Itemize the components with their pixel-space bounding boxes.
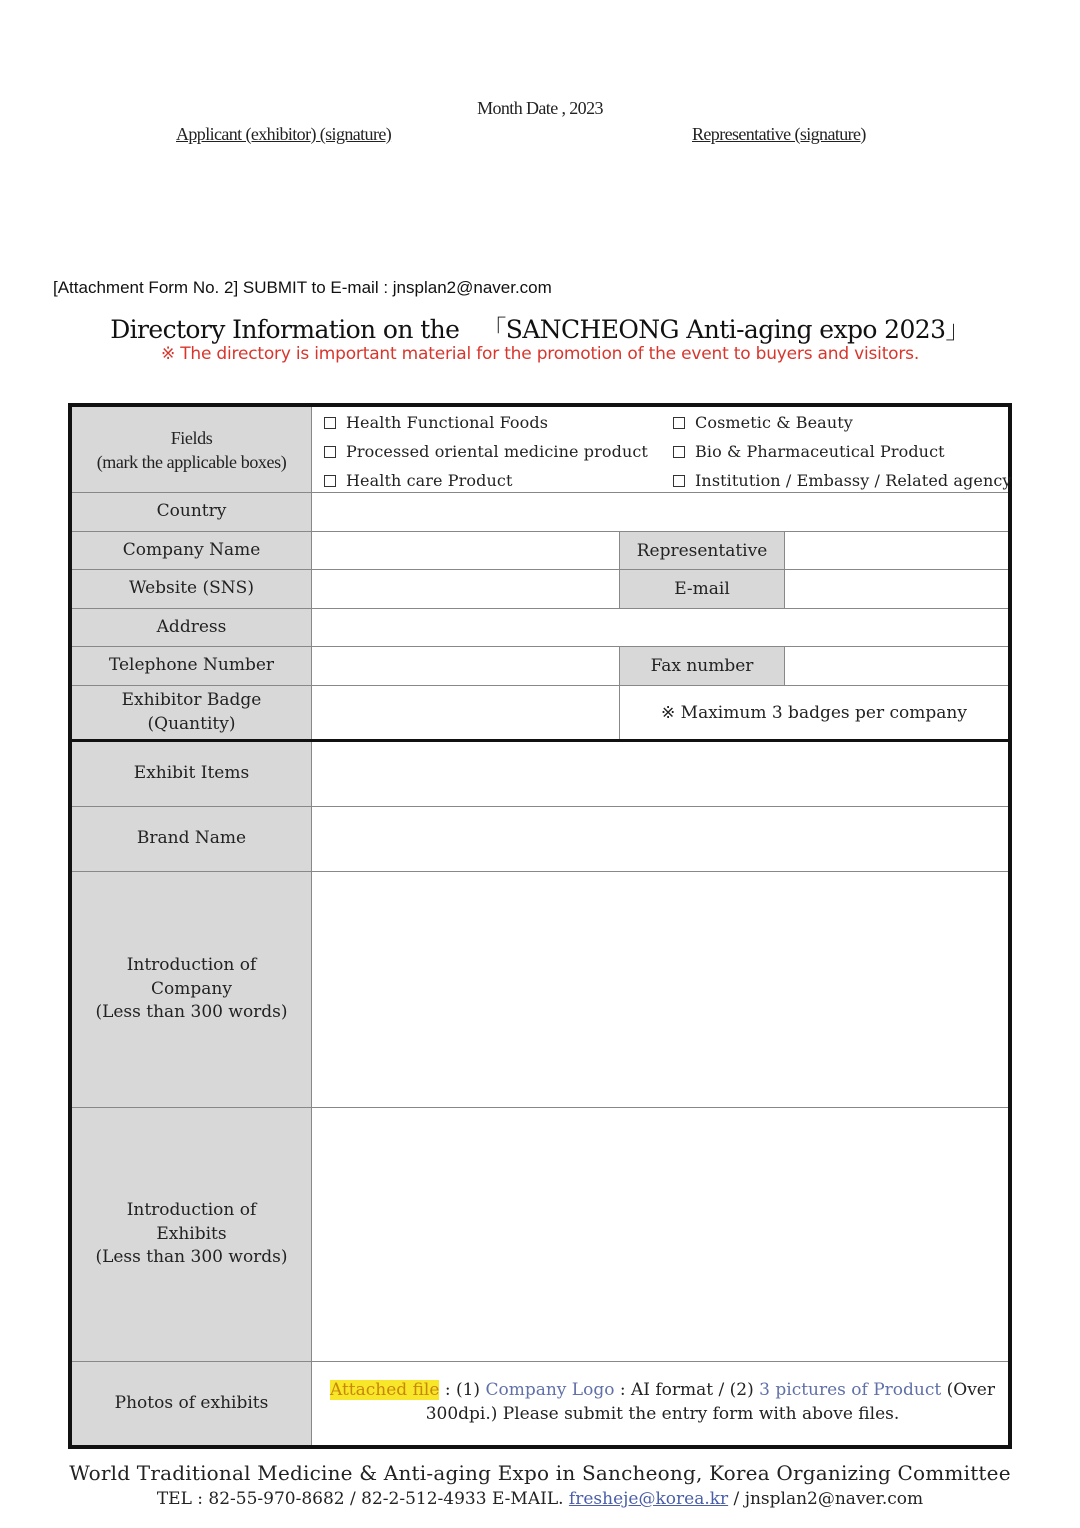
field-option-institution-embassy[interactable]: Institution / Embassy / Related agency [673, 471, 1012, 490]
photos-instructions: Attached file : (1) Company Logo : AI format / (2) 3 pictures of Product (Over 300dpi.) Please submit the entry form with above files. [330, 1380, 995, 1424]
exhibit-items-row [72, 742, 1008, 807]
field-option-health-functional-foods[interactable]: Health Functional Foods [324, 413, 548, 432]
badge-row [72, 686, 1008, 742]
brand-name-label: Brand Name [72, 807, 312, 871]
intro-exhibits-label: Introduction of Exhibits (Less than 300 words) [72, 1108, 312, 1361]
contact-info: TEL : 82-55-970-8682 / 82-2-512-4933 E-MAIL. fresheje@korea.kr / jnsplan2@naver.com [156, 1489, 924, 1509]
field-option-cosmetic-beauty[interactable]: Cosmetic & Beauty [673, 413, 853, 432]
checkbox-icon[interactable] [324, 417, 336, 429]
title-main: Directory Information on the [110, 315, 460, 344]
badge-label-quantity: (Quantity) [147, 713, 236, 734]
directory-form-table [68, 403, 1012, 1449]
page-title [0, 310, 1080, 346]
representative-label: Representative [619, 532, 785, 569]
email-label: E-mail [619, 570, 785, 608]
badge-label-title: Exhibitor Badge [121, 690, 262, 710]
attached-file-highlight: Attached file [330, 1380, 440, 1400]
attachment-form-line: [Attachment Form No. 2] SUBMIT to E-mail : jnsplan2@naver.com [53, 278, 552, 297]
country-label: Country [72, 493, 312, 531]
checkbox-icon[interactable] [673, 417, 685, 429]
country-row [72, 493, 1008, 532]
checkbox-icon[interactable] [324, 475, 336, 487]
field-option-health-care-product[interactable]: Health care Product [324, 471, 513, 490]
directory-notice: ※ The directory is important material for the promotion of the event to buyers and visitors. [160, 344, 920, 364]
badge-note: ※ Maximum 3 badges per company [619, 686, 1008, 739]
product-pictures-text: 3 pictures of Product [759, 1380, 942, 1400]
checkbox-icon[interactable] [673, 475, 685, 487]
telephone-label: Telephone Number [72, 647, 312, 685]
badge-label [72, 686, 312, 739]
intro-company-label: Introduction of Company (Less than 300 words) [72, 872, 312, 1107]
intro-exhibits-row [72, 1108, 1008, 1362]
company-name-label: Company Name [72, 532, 312, 569]
company-logo-text: Company Logo [485, 1380, 615, 1400]
website-label: Website (SNS) [72, 570, 312, 608]
fields-label-hint: (mark the applicable boxes) [96, 451, 287, 472]
address-row [72, 609, 1008, 647]
photos-label: Photos of exhibits [72, 1362, 312, 1445]
exhibit-items-label: Exhibit Items [72, 742, 312, 806]
field-option-bio-pharmaceutical[interactable]: Bio & Pharmaceutical Product [673, 442, 945, 461]
brand-name-row [72, 807, 1008, 872]
fields-label-title: Fields [170, 427, 213, 448]
fax-label: Fax number [619, 647, 785, 685]
company-row [72, 532, 1008, 570]
signature-date: Month Date , 2023 [477, 98, 603, 118]
photos-row [72, 1362, 1008, 1445]
intro-company-row [72, 872, 1008, 1108]
address-label: Address [72, 609, 312, 646]
checkbox-icon[interactable] [324, 446, 336, 458]
applicant-signature-field[interactable]: Applicant (exhibitor) (signature) [176, 124, 392, 144]
representative-signature-field[interactable]: Representative (signature) [692, 124, 866, 144]
telephone-row [72, 647, 1008, 686]
organizing-committee: World Traditional Medicine & Anti-aging Expo in Sancheong, Korea Organizing Committee [69, 1461, 1011, 1485]
checkbox-icon[interactable] [673, 446, 685, 458]
website-row [72, 570, 1008, 609]
email-link[interactable]: fresheje@korea.kr [568, 1489, 729, 1509]
fields-row [72, 407, 1012, 493]
fields-label [72, 407, 312, 492]
field-option-processed-oriental-medicine[interactable]: Processed oriental medicine product [324, 442, 648, 461]
title-expo-name: 「SANCHEONG Anti-aging expo 2023」 [481, 315, 970, 344]
